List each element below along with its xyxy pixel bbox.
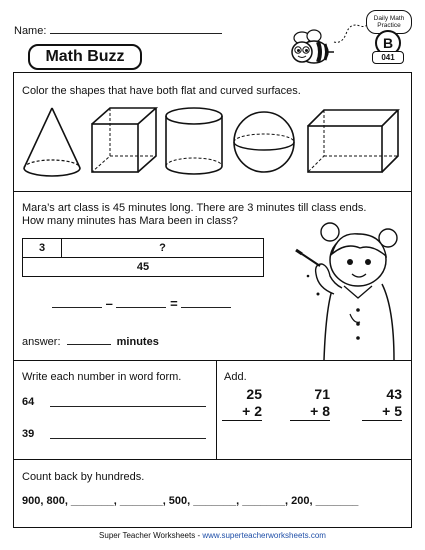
answer-unit: minutes — [116, 336, 159, 348]
q2-prompt-line2: How many minutes has Mara been in class? — [22, 215, 238, 227]
addition-problem-3 — [362, 386, 402, 421]
addition-problem-1 — [222, 386, 262, 421]
q3-prompt: Write each number in word form. — [22, 371, 182, 383]
bee-icon — [288, 28, 336, 68]
shapes-row — [18, 104, 408, 184]
q4-prompt: Add. — [224, 371, 247, 383]
bar-total: 45 — [22, 257, 264, 277]
addend-top: 71 — [314, 386, 330, 402]
addend-top: 25 — [246, 386, 262, 402]
badge-line2: Practice — [377, 22, 401, 29]
section-divider — [13, 459, 412, 460]
count-back-sequence[interactable]: 900, 800, _______, _______, 500, _______, _______, 200, _______ — [22, 495, 359, 507]
footer-brand: Super Teacher Worksheets — [99, 531, 196, 540]
sum-line — [362, 420, 402, 421]
badge-line1: Daily Math — [373, 15, 405, 22]
q2-prompt-line1: Mara’s art class is 45 minutes long. There are 3 minutes till class ends. — [22, 202, 367, 214]
footer-url[interactable]: www.superteacherworksheets.com — [202, 531, 326, 540]
section-divider — [13, 360, 412, 361]
q1-prompt: Color the shapes that have both flat and curved surfaces. — [22, 85, 301, 97]
equals-sign: = — [170, 296, 178, 311]
name-label: Name: — [14, 25, 47, 37]
answer-label: answer: — [22, 336, 61, 348]
addend-top: 43 — [386, 386, 402, 402]
equation-blank-1[interactable] — [52, 307, 102, 308]
page-title: Math Buzz — [28, 44, 142, 70]
sphere-icon[interactable] — [234, 112, 294, 172]
answer-blank[interactable] — [67, 344, 111, 345]
cube-icon[interactable] — [92, 108, 156, 172]
bar-part2: ? — [61, 238, 264, 258]
footer — [0, 531, 425, 540]
column-divider — [216, 360, 217, 459]
addend-bottom: + 5 — [382, 403, 402, 419]
addition-problem-2 — [290, 386, 330, 421]
q3-answer-line-2[interactable] — [50, 438, 206, 439]
name-row — [14, 24, 222, 37]
q3-number-1: 64 — [22, 396, 35, 408]
section-divider — [13, 191, 412, 192]
q3-answer-line-1[interactable] — [50, 406, 206, 407]
addend-bottom: + 2 — [242, 403, 262, 419]
bar-model — [22, 238, 264, 278]
sum-line — [222, 420, 262, 421]
minus-sign: – — [105, 296, 113, 311]
cone-icon[interactable] — [24, 108, 80, 176]
equation-blank-3[interactable] — [181, 307, 231, 308]
badge-letter: B — [375, 30, 401, 56]
girl-painting-illustration — [290, 214, 408, 360]
footer-separator: - — [195, 531, 203, 540]
addend-bottom: + 8 — [310, 403, 330, 419]
rectangular-prism-icon[interactable] — [308, 110, 398, 172]
equation-blank-2[interactable] — [116, 307, 166, 308]
cylinder-icon[interactable] — [166, 108, 222, 174]
q3-number-2: 39 — [22, 428, 35, 440]
name-field[interactable] — [50, 24, 222, 34]
equation-row — [52, 296, 231, 311]
badge-number: 041 — [372, 51, 404, 64]
q5-prompt: Count back by hundreds. — [22, 471, 145, 483]
answer-row — [22, 336, 159, 348]
sum-line — [290, 420, 330, 421]
bar-part1: 3 — [22, 238, 62, 258]
